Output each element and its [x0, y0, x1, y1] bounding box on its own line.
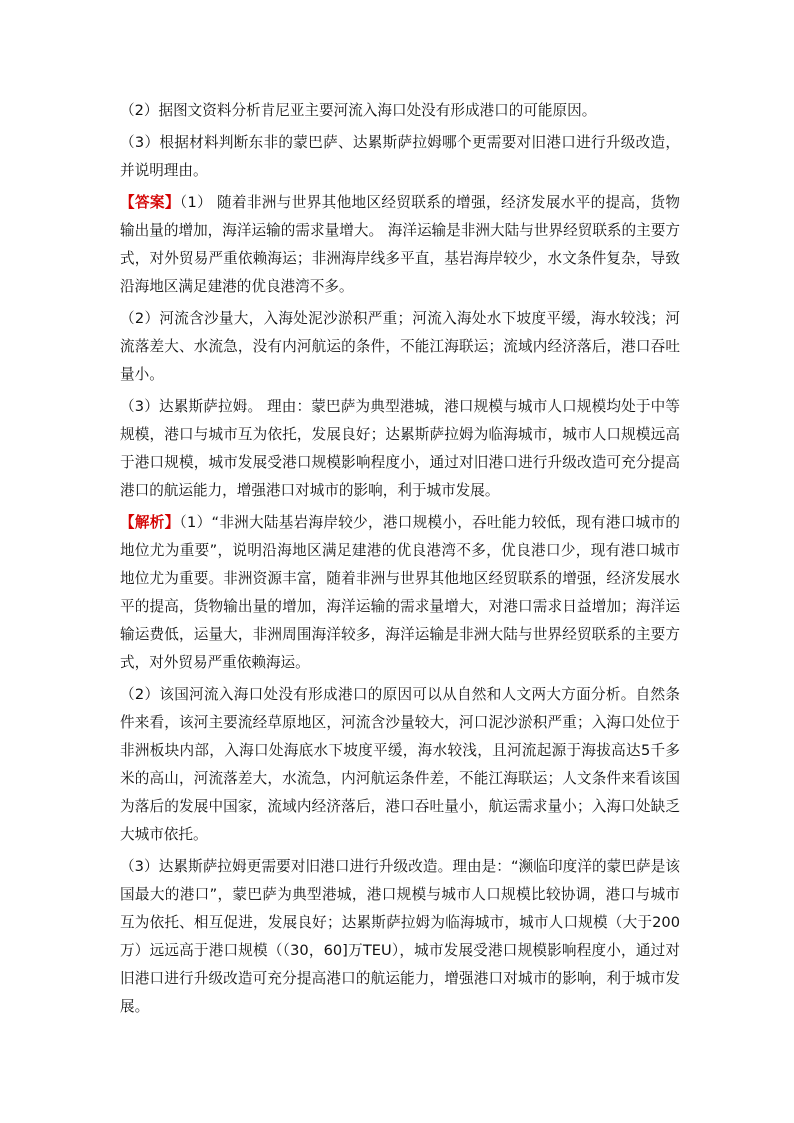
question-2: （2）据图文资料分析肯尼亚主要河流入海口处没有形成港口的可能原因。: [120, 102, 597, 119]
answer-paragraph-2: （2）河流含沙量大，入海处泥沙淤积严重；河流入海处水下坡度平缓，海水较浅；河流落差大、水流急，没有内河航运的条件，不能江海联运；流域内经济落后，港口吞吐量小。: [120, 310, 680, 383]
answer-text-1: （1） 随着非洲与世界其他地区经贸联系的增强，经济发展水平的提高，货物输出量的增加，海洋运输的需求量增大。 海洋运输是非洲大陆与世界经贸联系的主要方式，对外贸易严重依赖海运；非洲海岸线多平直，基岩海岸较少，水文条件复杂，导致沿海地区满足建港的优良港湾不多。: [120, 194, 680, 295]
analysis-text-1: （1）“非洲大陆基岩海岸较少，港口规模小，吞吐能力较低，现有港口城市的地位尤为重要”，说明沿海地区满足建港的优良港湾不多，优良港口少，现有港口城市地位尤为重要。非洲资源丰富，随着非洲与世界其他地区经贸联系的增强，经济发展水平的提高，货物输出量的增加，海洋运输的需求量增大，对港口需求日益增加；海洋运输运费低，运量大，非洲周围海洋较多，海洋运输是非洲大陆与世界经贸联系的主要方式，对外贸易严重依赖海运。: [120, 514, 680, 671]
answer-tag: 【答案】: [120, 194, 180, 211]
analysis-tag: 【解析】: [120, 514, 180, 531]
analysis-paragraph-2: （2）该国河流入海口处没有形成港口的原因可以从自然和人文两大方面分析。自然条件来看，该河主要流经草原地区，河流含沙量较大，河口泥沙淤积严重；入海口处位于非洲板块内部，入海口处海底水下坡度平缓，海水较浅，且河流起源于海拔高达5千多米的高山，河流落差大，水流急，内河航运条件差，不能江海联运；人文条件来看该国为落后的发展中国家，流域内经济落后，港口吞吐量小，航运需求量小；入海口处缺乏大城市依托。: [120, 686, 680, 843]
answer-paragraph-1: [120, 189, 680, 301]
answer-paragraph-3: （3）达累斯萨拉姆。 理由：蒙巴萨为典型港城，港口规模与城市人口规模均处于中等规模，港口与城市互为依托，发展良好；达累斯萨拉姆为临海城市，城市人口规模远高于港口规模，城市发展受港口规模影响程度小，通过对旧港口进行升级改造可充分提高港口的航运能力，增强港口对城市的影响，利于城市发展。: [120, 398, 680, 499]
question-3: （3）根据材料判断东非的蒙巴萨、达累斯萨拉姆哪个更需要对旧港口进行升级改造，并说明理由。: [120, 134, 680, 179]
document-body: [120, 97, 680, 1025]
analysis-paragraph-3: （3）达累斯萨拉姆更需要对旧港口进行升级改造。理由是：“濒临印度洋的蒙巴萨是该国最大的港口”，蒙巴萨为典型港城，港口规模与城市人口规模比较协调，港口与城市互为依托、相互促进，发展良好；达累斯萨拉姆为临海城市，城市人口规模（大于200万）远远高于港口规模（（30，60]万TEU），城市发展受港口规模影响程度小，通过对旧港口进行升级改造可充分提高港口的航运能力，增强港口对城市的影响，利于城市发展。: [120, 858, 680, 1015]
analysis-paragraph-1: [120, 509, 680, 677]
